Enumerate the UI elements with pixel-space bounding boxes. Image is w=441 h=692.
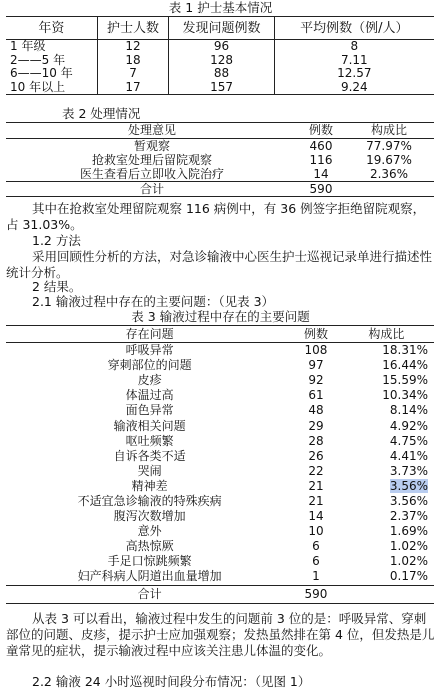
- table-cell: 17: [97, 81, 169, 95]
- table-row: [6, 54, 434, 68]
- table-cell: 6——10 年: [10, 66, 73, 81]
- table-row: [6, 539, 434, 554]
- table-cell: 皮疹: [137, 373, 162, 388]
- table-row: [6, 81, 434, 95]
- table2-header: 处理意见: [6, 123, 298, 139]
- table-cell: 哭闹: [137, 463, 162, 478]
- table-row: [6, 464, 434, 479]
- paragraph-observation: 其中在抢救室处理留院观察 116 病例中，有 36 例签字拒绝留院观察，占 31.03%。: [6, 201, 426, 232]
- table-cell: 2.36%: [369, 166, 409, 181]
- table-cell: 88: [169, 67, 274, 81]
- table-cell: 590: [298, 182, 344, 197]
- table-cell: 18.31%: [382, 343, 428, 358]
- table-cell: [339, 585, 434, 603]
- table-cell: 合计: [6, 585, 293, 603]
- table-cell: 460: [309, 138, 333, 153]
- table-row: [6, 569, 434, 585]
- table-cell: 合计: [6, 182, 298, 197]
- table1-caption: 表 1 护士基本情况: [168, 0, 273, 15]
- table-cell: 抢救室处理后留院观察: [91, 152, 212, 167]
- table-cell: 暂观察: [133, 138, 170, 153]
- table-cell: 高热惊厥: [125, 539, 174, 554]
- table-row: [6, 494, 434, 509]
- table-row: [6, 373, 434, 388]
- table-row: [6, 434, 434, 449]
- table-cell: 6: [312, 554, 320, 569]
- table1-header: 年资: [6, 17, 97, 40]
- table-cell: 自诉各类不适: [113, 448, 186, 463]
- table-row: [6, 418, 434, 433]
- table-cell: 3.73%: [389, 463, 428, 478]
- table-cell: 9.24: [274, 81, 434, 95]
- table-cell: 128: [169, 54, 274, 68]
- table3-header: 存在问题: [6, 326, 293, 343]
- table-cell: 157: [169, 81, 274, 95]
- table-cell: 8.14%: [389, 403, 428, 418]
- table-row: [6, 153, 434, 167]
- table-cell: 29: [308, 418, 324, 433]
- table-cell: 15.59%: [382, 373, 428, 388]
- table-cell: 面色异常: [125, 403, 174, 418]
- heading-result: 2 结果。: [32, 279, 82, 294]
- table-cell: 手足口惊跳频繁: [107, 554, 192, 569]
- table-cell: 1 年级: [10, 39, 46, 54]
- table-cell: 10.34%: [382, 388, 428, 403]
- table-cell: 28: [308, 433, 324, 448]
- table-cell: [339, 479, 434, 494]
- table-cell: 2——5 年: [10, 52, 66, 67]
- table-cell: 4.41%: [389, 448, 428, 463]
- table-cell: 12: [97, 40, 169, 54]
- table-cell: 4.92%: [389, 418, 428, 433]
- table-cell: 精神差: [131, 478, 168, 493]
- table-row: [6, 509, 434, 524]
- table2: [6, 122, 434, 197]
- table-cell: 7.11: [274, 54, 434, 68]
- table1-header: 发现问题例数: [169, 17, 274, 40]
- table-cell: 108: [304, 343, 328, 358]
- table3-header-row: [6, 326, 434, 343]
- table-row: [6, 388, 434, 403]
- table-total-row: [6, 585, 434, 603]
- table-cell: 2.37%: [389, 509, 428, 524]
- table-cell: 8: [274, 40, 434, 54]
- table-cell: 116: [309, 152, 333, 167]
- table-cell: 61: [308, 388, 324, 403]
- table-cell: 4.75%: [389, 433, 428, 448]
- table-cell: 14: [308, 509, 324, 524]
- table-cell: 10: [308, 524, 324, 539]
- table-cell: 妇产科病人阴道出血量增加: [77, 569, 222, 584]
- table-cell: 腹泻次数增加: [113, 509, 186, 524]
- table-cell: 医生查看后立即收入院治疗: [79, 166, 224, 181]
- table-row: [6, 449, 434, 464]
- table2-header: 例数: [298, 123, 344, 139]
- table-cell: 穿刺部位的问题: [107, 358, 192, 373]
- table-cell: 1.02%: [389, 539, 428, 554]
- table-cell: 92: [308, 373, 324, 388]
- table-row: [6, 139, 434, 154]
- heading-method: 1.2 方法: [32, 233, 81, 248]
- table-cell: 26: [308, 448, 324, 463]
- table-row: [6, 403, 434, 418]
- table-cell: 7: [97, 67, 169, 81]
- table-cell: 16.44%: [382, 358, 428, 373]
- table-row: [6, 67, 434, 81]
- table2-header: 构成比: [344, 123, 434, 139]
- heading-2-2: 2.2 输液 24 小时巡视时间段分布情况：（见图 1）: [32, 674, 311, 689]
- table-row: [6, 524, 434, 539]
- table-cell: 22: [308, 463, 324, 478]
- paragraph-conclusion: 从表 3 可以看出，输液过程中发生的问题前 3 位的是：呼吸异常、穿刺部位的问题、皮疹，提示护士应加强观察；发热虽然排在第 4 位，但发热是儿童常见的症状，提示输液过程中应该关注患儿体温的变化。: [6, 611, 435, 658]
- table3-header: 例数: [293, 326, 339, 343]
- table-cell: 1.69%: [389, 524, 428, 539]
- table3-caption: 表 3 输液过程中存在的主要问题: [131, 309, 310, 324]
- table1-header: 平均例数（例/人）: [274, 17, 434, 40]
- table-cell: 6: [312, 539, 320, 554]
- table-cell: 不适宜急诊输液的特殊疾病: [77, 493, 222, 508]
- table-cell: 3.56%: [389, 493, 428, 508]
- table-cell: 输液相关问题: [113, 418, 186, 433]
- table-row: [6, 40, 434, 54]
- table-cell: 77.97%: [366, 138, 412, 153]
- table-row: [6, 554, 434, 569]
- table-row: [6, 479, 434, 494]
- table-cell: 19.67%: [366, 152, 412, 167]
- selected-text: 3.56%: [389, 478, 428, 493]
- table-cell: 呕吐频繁: [125, 433, 174, 448]
- heading-2-1: 2.1 输液过程中存在的主要问题：（见表 3）: [32, 294, 275, 309]
- table-cell: 1.02%: [389, 554, 428, 569]
- table-cell: 14: [313, 166, 329, 181]
- table-cell: 1: [312, 569, 320, 584]
- table-cell: 21: [308, 478, 324, 493]
- table1-header: 护士人数: [97, 17, 169, 40]
- table-cell: 12.57: [274, 67, 434, 81]
- table1-header-row: [6, 17, 434, 40]
- table-cell: 18: [97, 54, 169, 68]
- table-cell: 97: [308, 358, 324, 373]
- table-cell: 呼吸异常: [125, 343, 174, 358]
- table-cell: 48: [308, 403, 324, 418]
- table-cell: 590: [293, 585, 339, 603]
- paragraph-method: 采用回顾性分析的方法，对急诊输液中心医生护士巡视记录单进行描述性统计分析。: [6, 249, 433, 280]
- table-cell: 意外: [137, 524, 162, 539]
- table1: [6, 16, 434, 95]
- table2-header-row: [6, 123, 434, 139]
- table2-caption: 表 2 处理情况: [62, 106, 141, 121]
- table-total-row: [6, 182, 434, 197]
- table3-header: 构成比: [339, 326, 434, 343]
- table-cell: 21: [308, 493, 324, 508]
- table-cell: [344, 182, 434, 197]
- table-cell: 96: [169, 40, 274, 54]
- table3: [6, 325, 434, 604]
- table-row: [6, 343, 434, 359]
- table-row: [6, 358, 434, 373]
- table-row: [6, 167, 434, 182]
- table-cell: 体温过高: [125, 388, 174, 403]
- table-cell: 0.17%: [389, 569, 428, 584]
- table-cell: 10 年以上: [6, 81, 97, 95]
